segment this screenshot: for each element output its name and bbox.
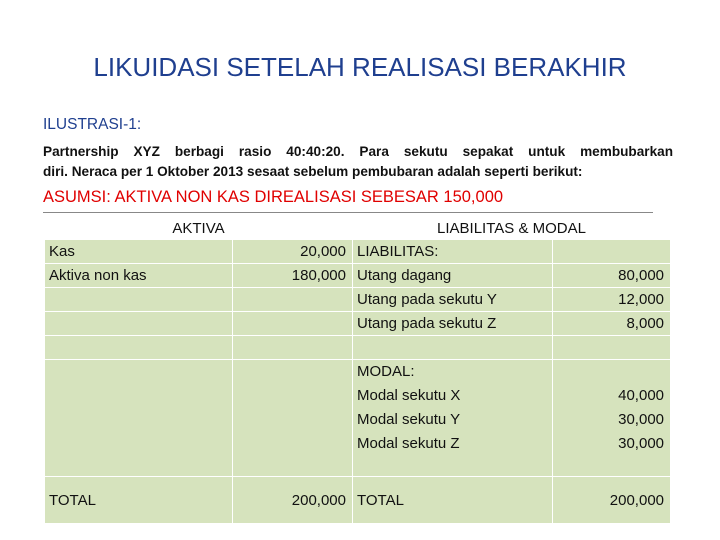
empty-cell	[45, 312, 233, 336]
empty-cell	[553, 336, 671, 360]
liability-label: Utang pada sekutu Z	[353, 312, 553, 336]
table-row	[45, 264, 671, 288]
liabilities-section-label: LIABILITAS:	[353, 240, 553, 264]
empty-cell	[553, 240, 671, 264]
balance-sheet-table	[44, 216, 671, 524]
assumption-divider	[43, 212, 653, 213]
table-row	[45, 312, 671, 336]
modal-block	[353, 360, 553, 477]
paragraph-line-2: diri. Neraca per 1 Oktober 2013 sesaat sebelum pembubaran adalah seperti berikut:	[43, 164, 583, 179]
modal-label: Modal sekutu Z	[357, 435, 460, 452]
liability-value: 8,000	[553, 312, 671, 336]
table-row	[45, 360, 671, 477]
asset-value: 180,000	[233, 264, 353, 288]
table-header-row	[45, 217, 671, 240]
total-value-left: 200,000	[233, 477, 353, 524]
empty-cell	[45, 288, 233, 312]
liability-label: Utang pada sekutu Y	[353, 288, 553, 312]
modal-value: 40,000	[618, 387, 665, 404]
asset-label: Kas	[45, 240, 233, 264]
liability-label: Utang dagang	[353, 264, 553, 288]
total-label-left: TOTAL	[45, 477, 233, 524]
modal-value: 30,000	[618, 411, 665, 428]
asset-value: 20,000	[233, 240, 353, 264]
table-row	[45, 336, 671, 360]
modal-label: Modal sekutu X	[357, 387, 461, 404]
modal-value: 30,000	[618, 435, 665, 452]
empty-cell	[45, 336, 233, 360]
table-row	[45, 288, 671, 312]
empty-cell	[233, 288, 353, 312]
empty-cell	[233, 360, 353, 477]
illustration-label: ILUSTRASI-1:	[43, 116, 142, 133]
modal-label: Modal sekutu Y	[357, 411, 461, 428]
table-row	[45, 477, 671, 524]
page-title: LIKUIDASI SETELAH REALISASI BERAKHIR	[93, 52, 627, 82]
table-row	[45, 240, 671, 264]
modal-section-label: MODAL:	[357, 363, 415, 380]
liability-value: 80,000	[553, 264, 671, 288]
liability-value: 12,000	[553, 288, 671, 312]
empty-cell	[233, 312, 353, 336]
liabilities-equity-header: LIABILITAS & MODAL	[353, 217, 671, 240]
empty-cell	[45, 360, 233, 477]
intro-paragraph	[43, 142, 673, 182]
paragraph-line-1: Partnership XYZ berbagi rasio 40:40:20. Para sekutu sepakat untuk membubarkan	[43, 144, 673, 159]
asset-label: Aktiva non kas	[45, 264, 233, 288]
empty-cell	[233, 336, 353, 360]
assumption-heading: ASUMSI: AKTIVA NON KAS DIREALISASI SEBESAR 150,000	[43, 188, 504, 206]
empty-cell	[353, 336, 553, 360]
total-label-right: TOTAL	[353, 477, 553, 524]
total-value-right: 200,000	[553, 477, 671, 524]
aktiva-header: AKTIVA	[45, 217, 353, 240]
modal-values-block	[553, 360, 671, 477]
